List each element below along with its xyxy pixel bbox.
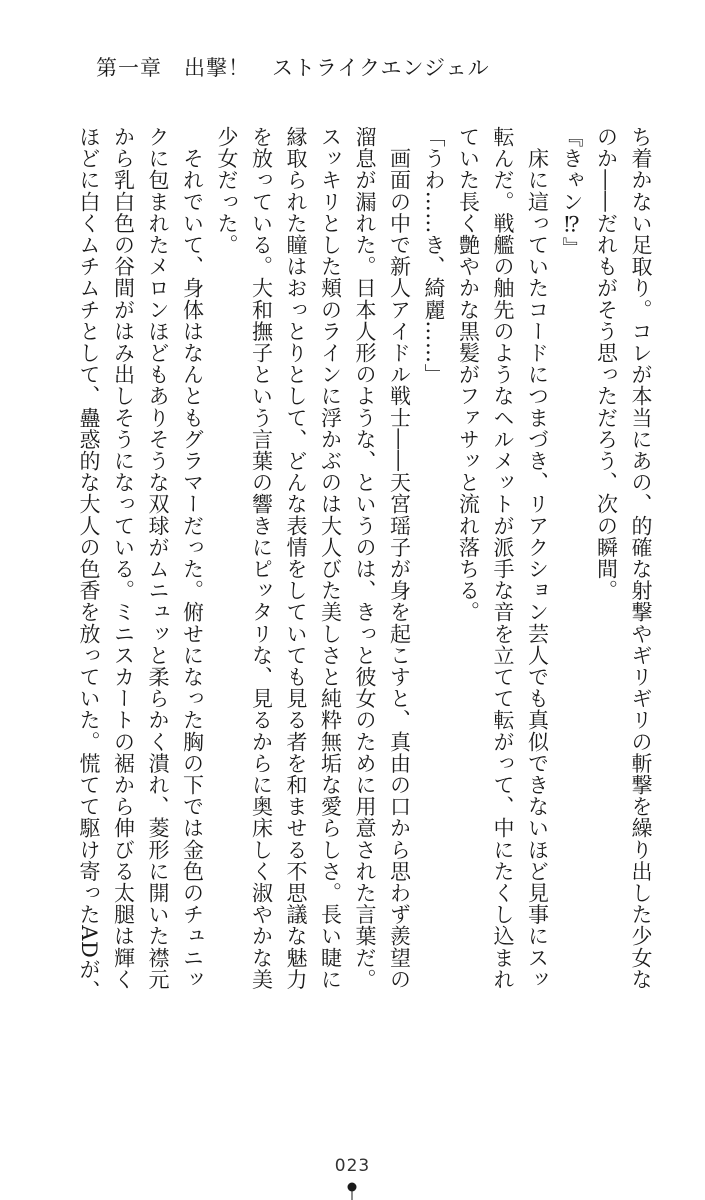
text-line-2: のか――だれもがそう思っただろう、次の瞬間。: [594, 126, 619, 602]
text-line-12: を放っている。大和撫子という言葉の響きにピッタリな、見るからに奥床しく淑やかな美: [249, 126, 274, 990]
text-line-10: スッキリとした頬のラインに浮かぶのは大人びた美しさと純粋無垢な愛らしさ。長い睫に: [318, 126, 343, 990]
text-line-5: 転んだ。戦艦の舳先のようなヘルメットが派手な音を立てて転がって、中にたくし込まれ: [491, 126, 515, 990]
text-line-8: 画面の中で新人アイドル戦士――天宮瑶子が身を起こすと、真由の口から思わず羨望の: [387, 126, 412, 990]
page-number: 023: [334, 1156, 371, 1176]
running-head: 第一章 出撃！ ストライクエンジェル: [96, 56, 490, 80]
text-line-11: 縁取られた瞳はおっとりとして、どんな表情をしていても見る者を和ませる不思議な魅力: [284, 126, 308, 990]
text-line-3: 『きゃン⁉』: [560, 126, 584, 259]
text-line-15: クに包まれたメロンほどもありそうな双球がムニュッと柔らかく潰れ、菱形に開いた襟元: [146, 126, 170, 990]
text-line-16: から乳白色の谷間がはみ出しそうになっている。ミニスカートの裾から伸びる太腿は輝く: [111, 126, 136, 990]
text-line-17: ほどに白くムチムチとして、蠱惑的な大人の色香を放っていた。慌てて駆け寄ったADが、: [77, 126, 101, 1002]
text-line-7: 「うわ……き、綺麗……」: [422, 126, 446, 386]
body-text: [76, 126, 654, 1076]
text-line-13: 少女だった。: [215, 126, 239, 256]
text-line-6: ていた長く艶やかな黒髪がファサッと流れ落ちる。: [456, 126, 481, 623]
text-line-14: それでいて、身体はなんともグラマーだった。俯せになった胸の下では金色のチュニッ: [180, 126, 205, 990]
text-line-9: 溜息が漏れた。日本人形のような、というのは、きっと彼女のために用意された言葉だ。: [353, 126, 377, 990]
page-marker-icon: [346, 1180, 358, 1200]
text-line-1: ち着かない足取り。コレが本当にあの、的確な射撃やギリギリの斬撃を繰り出した少女な: [629, 126, 653, 990]
text-line-4: 床に這っていたコードにつまづき、リアクション芸人でも真似できないほど見事にスッ: [525, 126, 550, 990]
